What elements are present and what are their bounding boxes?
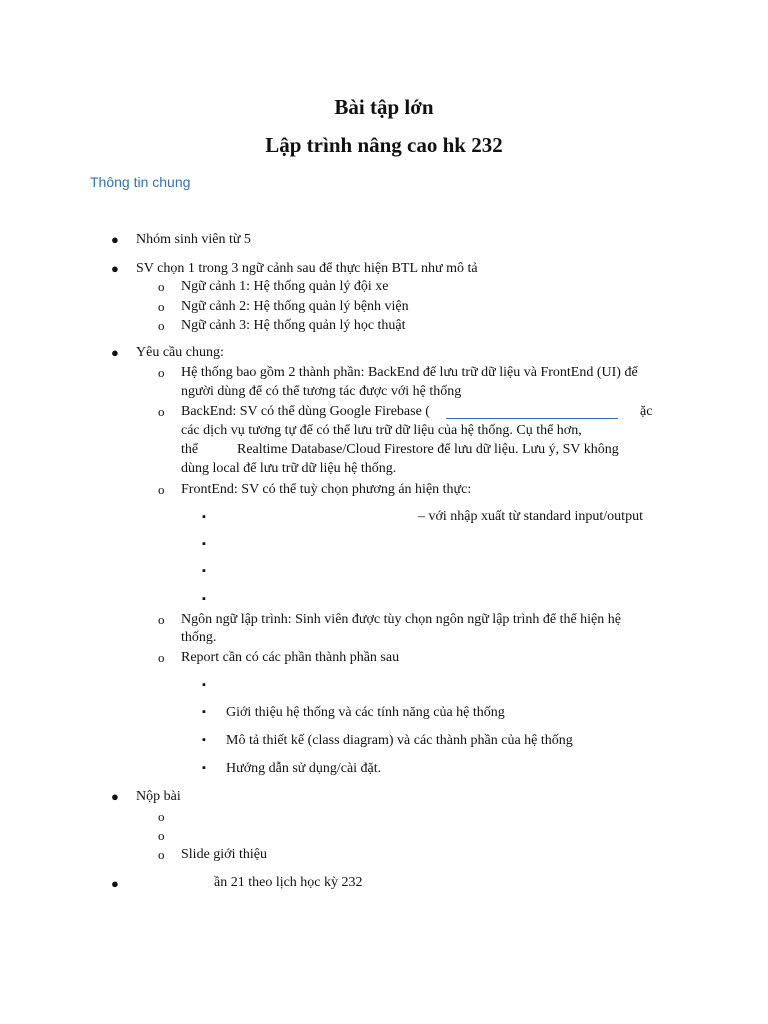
list-item-submission: Nộp bài xyxy=(136,789,181,804)
square-bullet-icon: ▪ xyxy=(202,706,206,718)
sub-bullet-icon: o xyxy=(158,828,165,843)
square-bullet-icon: ▪ xyxy=(202,734,206,746)
requirement-system-line-1: Hệ thống bao gồm 2 thành phần: BackEnd để lưu trữ dữ liệu và FrontEnd (UI) để xyxy=(181,365,638,380)
list-item-group-size: Nhóm sinh viên từ 5 xyxy=(136,232,251,247)
bullet-icon: ● xyxy=(111,789,119,804)
section-heading-general-info: Thông tin chung xyxy=(90,174,191,190)
requirement-backend-line-1: BackEnd: SV có thể dùng Google Firebase ( xyxy=(181,404,430,419)
requirement-backend-line-3-start: thể xyxy=(181,442,199,457)
requirement-backend-line-4: dùng local để lưu trữ dữ liệu hệ thống. xyxy=(181,461,397,476)
bullet-icon: ● xyxy=(111,345,119,360)
report-part-design: Mô tả thiết kế (class diagram) và các thành phần của hệ thống xyxy=(226,733,573,748)
sub-bullet-icon: o xyxy=(158,404,165,419)
sub-bullet-icon: o xyxy=(158,650,165,665)
square-bullet-icon: ▪ xyxy=(202,538,206,550)
bullet-icon: ● xyxy=(111,232,119,247)
sub-bullet-icon: o xyxy=(158,365,165,380)
square-bullet-icon: ▪ xyxy=(202,679,206,691)
square-bullet-icon: ▪ xyxy=(202,593,206,605)
sub-bullet-icon: o xyxy=(158,809,165,824)
sub-bullet-icon: o xyxy=(158,279,165,294)
square-bullet-icon: ▪ xyxy=(202,511,206,523)
list-item-context-2: Ngữ cảnh 2: Hệ thống quản lý bệnh viện xyxy=(181,299,409,314)
bullet-icon: ● xyxy=(111,876,119,891)
list-item-context-intro: SV chọn 1 trong 3 ngữ cảnh sau để thực hiện BTL như mô tả xyxy=(136,261,478,276)
requirement-system-line-2: người dùng để có thể tương tác được với hệ thống xyxy=(181,384,462,399)
requirement-report: Report cần có các phần thành phần sau xyxy=(181,650,400,665)
requirement-language-line-2: thống. xyxy=(181,630,217,645)
frontend-option-1: – với nhập xuất từ standard input/output xyxy=(418,509,643,524)
document-title: Bài tập lớn xyxy=(334,95,434,119)
report-part-guide: Hướng dẫn sử dụng/cài đặt. xyxy=(226,761,382,776)
list-item-requirements: Yêu cầu chung: xyxy=(136,345,224,360)
square-bullet-icon: ▪ xyxy=(202,762,206,774)
requirement-backend-line-1-end: ặc xyxy=(640,404,653,419)
bullet-icon: ● xyxy=(111,261,119,276)
sub-bullet-icon: o xyxy=(158,482,165,497)
square-bullet-icon: ▪ xyxy=(202,565,206,577)
document-subtitle: Lập trình nâng cao hk 232 xyxy=(265,133,503,157)
requirement-frontend: FrontEnd: SV có thể tuỳ chọn phương án hiện thực: xyxy=(181,482,472,497)
list-item-deadline: ần 21 theo lịch học kỳ 232 xyxy=(214,875,363,890)
requirement-backend-line-2: các dịch vụ tương tự để có thể lưu trữ dữ liệu của hệ thống. Cụ thể hơn, xyxy=(181,423,582,438)
list-item-context-1: Ngữ cảnh 1: Hệ thống quản lý đội xe xyxy=(181,279,389,294)
sub-bullet-icon: o xyxy=(158,318,165,333)
sub-bullet-icon: o xyxy=(158,847,165,862)
report-part-intro: Giới thiệu hệ thống và các tính năng của hệ thống xyxy=(226,705,505,720)
sub-bullet-icon: o xyxy=(158,299,165,314)
list-item-context-3: Ngữ cảnh 3: Hệ thống quản lý học thuật xyxy=(181,318,406,333)
sub-bullet-icon: o xyxy=(158,612,165,627)
submission-slides: Slide giới thiệu xyxy=(181,847,267,862)
requirement-backend-line-3: Realtime Database/Cloud Firestore để lưu dữ liệu. Lưu ý, SV không xyxy=(237,442,619,457)
requirement-language-line-1: Ngôn ngữ lập trình: Sinh viên được tùy chọn ngôn ngữ lập trình để thể hiện hệ xyxy=(181,612,621,627)
firebase-link-underline[interactable] xyxy=(446,404,618,419)
